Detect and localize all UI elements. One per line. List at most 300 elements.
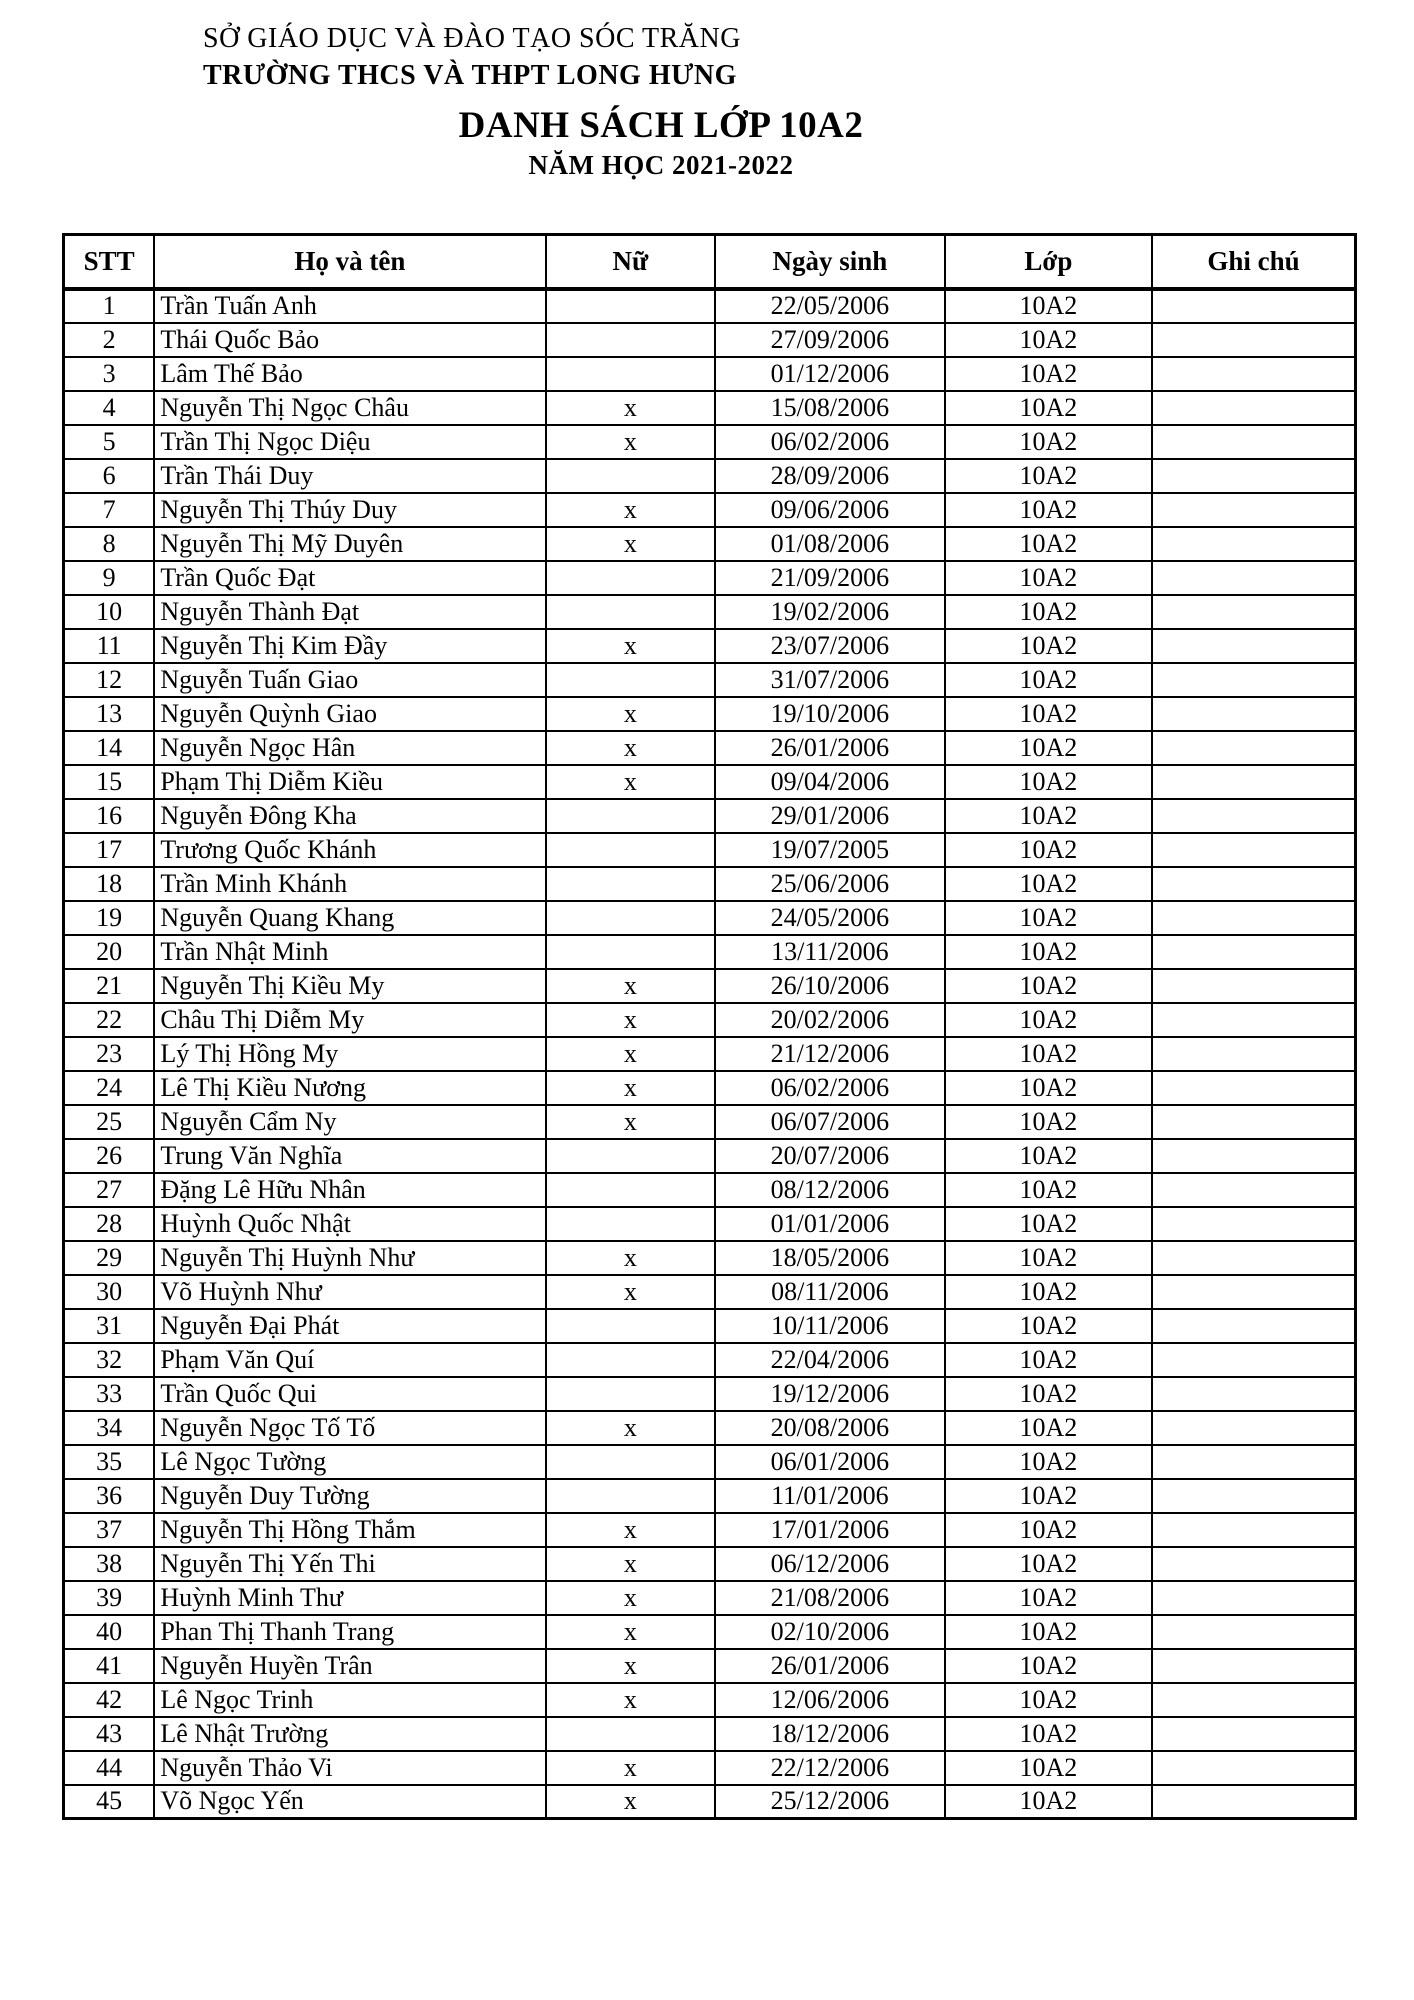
dob-cell: 06/02/2006 bbox=[715, 425, 944, 459]
stt-cell: 31 bbox=[64, 1309, 155, 1343]
name-cell: Huỳnh Quốc Nhật bbox=[154, 1207, 545, 1241]
stt-cell: 33 bbox=[64, 1377, 155, 1411]
stt-cell: 11 bbox=[64, 629, 155, 663]
class-cell: 10A2 bbox=[945, 1173, 1152, 1207]
table-row bbox=[64, 1649, 1356, 1683]
name-cell: Lý Thị Hồng My bbox=[154, 1037, 545, 1071]
stt-cell: 38 bbox=[64, 1547, 155, 1581]
female-cell bbox=[546, 1139, 716, 1173]
table-row bbox=[64, 1207, 1356, 1241]
stt-cell: 13 bbox=[64, 697, 155, 731]
student-table-body bbox=[64, 289, 1356, 1819]
note-cell bbox=[1152, 1343, 1355, 1377]
dob-cell: 06/07/2006 bbox=[715, 1105, 944, 1139]
stt-cell: 6 bbox=[64, 459, 155, 493]
table-row bbox=[64, 561, 1356, 595]
class-cell: 10A2 bbox=[945, 1207, 1152, 1241]
table-row bbox=[64, 357, 1356, 391]
name-cell: Trần Minh Khánh bbox=[154, 867, 545, 901]
class-cell: 10A2 bbox=[945, 1275, 1152, 1309]
dob-cell: 18/05/2006 bbox=[715, 1241, 944, 1275]
female-cell bbox=[546, 1445, 716, 1479]
name-cell: Lâm Thế Bảo bbox=[154, 357, 545, 391]
class-cell: 10A2 bbox=[945, 731, 1152, 765]
name-cell: Nguyễn Cẩm Ny bbox=[154, 1105, 545, 1139]
class-cell: 10A2 bbox=[945, 765, 1152, 799]
class-cell: 10A2 bbox=[945, 697, 1152, 731]
class-cell: 10A2 bbox=[945, 969, 1152, 1003]
dob-cell: 21/09/2006 bbox=[715, 561, 944, 595]
note-cell bbox=[1152, 901, 1355, 935]
female-cell bbox=[546, 1207, 716, 1241]
name-cell: Nguyễn Quang Khang bbox=[154, 901, 545, 935]
stt-cell: 27 bbox=[64, 1173, 155, 1207]
name-cell: Thái Quốc Bảo bbox=[154, 323, 545, 357]
table-row bbox=[64, 1615, 1356, 1649]
stt-cell: 19 bbox=[64, 901, 155, 935]
table-row bbox=[64, 391, 1356, 425]
table-row bbox=[64, 493, 1356, 527]
document-title: DANH SÁCH LỚP 10A2 bbox=[458, 105, 864, 146]
name-cell: Phạm Văn Quí bbox=[154, 1343, 545, 1377]
note-cell bbox=[1152, 1037, 1355, 1071]
table-row bbox=[64, 425, 1356, 459]
dob-cell: 01/12/2006 bbox=[715, 357, 944, 391]
note-cell bbox=[1152, 833, 1355, 867]
dob-cell: 08/12/2006 bbox=[715, 1173, 944, 1207]
stt-cell: 23 bbox=[64, 1037, 155, 1071]
class-cell: 10A2 bbox=[945, 357, 1152, 391]
dob-cell: 26/10/2006 bbox=[715, 969, 944, 1003]
table-row bbox=[64, 323, 1356, 357]
class-cell: 10A2 bbox=[945, 1717, 1152, 1751]
class-cell: 10A2 bbox=[945, 595, 1152, 629]
table-header-row bbox=[64, 235, 1356, 289]
female-cell bbox=[546, 1377, 716, 1411]
female-cell bbox=[546, 459, 716, 493]
dob-cell: 06/02/2006 bbox=[715, 1071, 944, 1105]
class-cell: 10A2 bbox=[945, 1479, 1152, 1513]
dob-cell: 23/07/2006 bbox=[715, 629, 944, 663]
table-row bbox=[64, 1513, 1356, 1547]
name-cell: Huỳnh Minh Thư bbox=[154, 1581, 545, 1615]
stt-cell: 12 bbox=[64, 663, 155, 697]
note-cell bbox=[1152, 1411, 1355, 1445]
class-cell: 10A2 bbox=[945, 799, 1152, 833]
name-cell: Nguyễn Thị Kiều My bbox=[154, 969, 545, 1003]
female-cell bbox=[546, 323, 716, 357]
female-cell: x bbox=[546, 1037, 716, 1071]
class-cell: 10A2 bbox=[945, 1649, 1152, 1683]
class-cell: 10A2 bbox=[945, 901, 1152, 935]
female-cell: x bbox=[546, 1547, 716, 1581]
note-cell bbox=[1152, 1649, 1355, 1683]
female-cell: x bbox=[546, 493, 716, 527]
stt-cell: 22 bbox=[64, 1003, 155, 1037]
class-cell: 10A2 bbox=[945, 425, 1152, 459]
class-cell: 10A2 bbox=[945, 1037, 1152, 1071]
note-cell bbox=[1152, 1241, 1355, 1275]
class-cell: 10A2 bbox=[945, 935, 1152, 969]
table-row bbox=[64, 1139, 1356, 1173]
table-row bbox=[64, 731, 1356, 765]
class-cell: 10A2 bbox=[945, 1343, 1152, 1377]
class-cell: 10A2 bbox=[945, 1241, 1152, 1275]
female-cell: x bbox=[546, 1071, 716, 1105]
note-cell bbox=[1152, 1003, 1355, 1037]
table-row bbox=[64, 289, 1356, 323]
dob-cell: 17/01/2006 bbox=[715, 1513, 944, 1547]
class-cell: 10A2 bbox=[945, 833, 1152, 867]
dob-cell: 22/12/2006 bbox=[715, 1751, 944, 1785]
table-row bbox=[64, 969, 1356, 1003]
table-row bbox=[64, 1445, 1356, 1479]
table-row bbox=[64, 867, 1356, 901]
class-cell: 10A2 bbox=[945, 1785, 1152, 1819]
note-cell bbox=[1152, 629, 1355, 663]
stt-cell: 15 bbox=[64, 765, 155, 799]
dob-cell: 20/02/2006 bbox=[715, 1003, 944, 1037]
name-cell: Nguyễn Thảo Vi bbox=[154, 1751, 545, 1785]
note-cell bbox=[1152, 1105, 1355, 1139]
name-cell: Lê Ngọc Trinh bbox=[154, 1683, 545, 1717]
stt-cell: 20 bbox=[64, 935, 155, 969]
note-cell bbox=[1152, 1683, 1355, 1717]
table-row bbox=[64, 1309, 1356, 1343]
dob-cell: 27/09/2006 bbox=[715, 323, 944, 357]
class-cell: 10A2 bbox=[945, 867, 1152, 901]
table-row bbox=[64, 1547, 1356, 1581]
name-cell: Châu Thị Diễm My bbox=[154, 1003, 545, 1037]
female-cell: x bbox=[546, 1241, 716, 1275]
table-row bbox=[64, 765, 1356, 799]
table-row bbox=[64, 799, 1356, 833]
dob-cell: 26/01/2006 bbox=[715, 731, 944, 765]
name-cell: Nguyễn Đông Kha bbox=[154, 799, 545, 833]
class-cell: 10A2 bbox=[945, 1139, 1152, 1173]
stt-cell: 1 bbox=[64, 289, 155, 323]
note-cell bbox=[1152, 1445, 1355, 1479]
note-cell bbox=[1152, 1785, 1355, 1819]
female-cell bbox=[546, 561, 716, 595]
female-cell bbox=[546, 799, 716, 833]
col-header-name: Họ và tên bbox=[154, 235, 545, 289]
note-cell bbox=[1152, 1173, 1355, 1207]
note-cell bbox=[1152, 1717, 1355, 1751]
stt-cell: 44 bbox=[64, 1751, 155, 1785]
name-cell: Phan Thị Thanh Trang bbox=[154, 1615, 545, 1649]
school-name: TRƯỜNG THCS VÀ THPT LONG HƯNG bbox=[203, 60, 737, 91]
name-cell: Nguyễn Ngọc Hân bbox=[154, 731, 545, 765]
class-cell: 10A2 bbox=[945, 663, 1152, 697]
stt-cell: 26 bbox=[64, 1139, 155, 1173]
stt-cell: 35 bbox=[64, 1445, 155, 1479]
dob-cell: 09/06/2006 bbox=[715, 493, 944, 527]
table-row bbox=[64, 459, 1356, 493]
note-cell bbox=[1152, 731, 1355, 765]
name-cell: Nguyễn Quỳnh Giao bbox=[154, 697, 545, 731]
note-cell bbox=[1152, 1309, 1355, 1343]
name-cell: Lê Thị Kiều Nương bbox=[154, 1071, 545, 1105]
dob-cell: 18/12/2006 bbox=[715, 1717, 944, 1751]
table-row bbox=[64, 1411, 1356, 1445]
class-cell: 10A2 bbox=[945, 1071, 1152, 1105]
class-cell: 10A2 bbox=[945, 1377, 1152, 1411]
stt-cell: 34 bbox=[64, 1411, 155, 1445]
name-cell: Đặng Lê Hữu Nhân bbox=[154, 1173, 545, 1207]
female-cell: x bbox=[546, 1105, 716, 1139]
female-cell: x bbox=[546, 1649, 716, 1683]
note-cell bbox=[1152, 561, 1355, 595]
dob-cell: 12/06/2006 bbox=[715, 1683, 944, 1717]
table-row bbox=[64, 1377, 1356, 1411]
dob-cell: 06/12/2006 bbox=[715, 1547, 944, 1581]
note-cell bbox=[1152, 799, 1355, 833]
dob-cell: 10/11/2006 bbox=[715, 1309, 944, 1343]
note-cell bbox=[1152, 527, 1355, 561]
dob-cell: 20/07/2006 bbox=[715, 1139, 944, 1173]
col-header-stt: STT bbox=[64, 235, 155, 289]
class-cell: 10A2 bbox=[945, 1411, 1152, 1445]
table-row bbox=[64, 1275, 1356, 1309]
dob-cell: 06/01/2006 bbox=[715, 1445, 944, 1479]
name-cell: Nguyễn Duy Tường bbox=[154, 1479, 545, 1513]
class-cell: 10A2 bbox=[945, 1003, 1152, 1037]
name-cell: Nguyễn Thị Thúy Duy bbox=[154, 493, 545, 527]
name-cell: Trần Nhật Minh bbox=[154, 935, 545, 969]
dob-cell: 26/01/2006 bbox=[715, 1649, 944, 1683]
dob-cell: 01/01/2006 bbox=[715, 1207, 944, 1241]
female-cell: x bbox=[546, 1003, 716, 1037]
female-cell bbox=[546, 901, 716, 935]
note-cell bbox=[1152, 1071, 1355, 1105]
table-row bbox=[64, 1173, 1356, 1207]
female-cell: x bbox=[546, 1751, 716, 1785]
class-cell: 10A2 bbox=[945, 323, 1152, 357]
dob-cell: 22/05/2006 bbox=[715, 289, 944, 323]
col-header-dob: Ngày sinh bbox=[715, 235, 944, 289]
col-header-female: Nữ bbox=[546, 235, 716, 289]
stt-cell: 25 bbox=[64, 1105, 155, 1139]
stt-cell: 30 bbox=[64, 1275, 155, 1309]
female-cell: x bbox=[546, 527, 716, 561]
name-cell: Trần Tuấn Anh bbox=[154, 289, 545, 323]
dob-cell: 08/11/2006 bbox=[715, 1275, 944, 1309]
class-cell: 10A2 bbox=[945, 1513, 1152, 1547]
stt-cell: 24 bbox=[64, 1071, 155, 1105]
note-cell bbox=[1152, 1615, 1355, 1649]
name-cell: Phạm Thị Diễm Kiều bbox=[154, 765, 545, 799]
class-cell: 10A2 bbox=[945, 561, 1152, 595]
note-cell bbox=[1152, 969, 1355, 1003]
dob-cell: 09/04/2006 bbox=[715, 765, 944, 799]
female-cell: x bbox=[546, 391, 716, 425]
dob-cell: 01/08/2006 bbox=[715, 527, 944, 561]
name-cell: Võ Huỳnh Như bbox=[154, 1275, 545, 1309]
note-cell bbox=[1152, 357, 1355, 391]
stt-cell: 28 bbox=[64, 1207, 155, 1241]
stt-cell: 45 bbox=[64, 1785, 155, 1819]
dob-cell: 15/08/2006 bbox=[715, 391, 944, 425]
document-subtitle: NĂM HỌC 2021-2022 bbox=[528, 150, 794, 180]
female-cell: x bbox=[546, 731, 716, 765]
class-cell: 10A2 bbox=[945, 459, 1152, 493]
class-cell: 10A2 bbox=[945, 289, 1152, 323]
note-cell bbox=[1152, 459, 1355, 493]
name-cell: Nguyễn Thị Hồng Thắm bbox=[154, 1513, 545, 1547]
note-cell bbox=[1152, 1275, 1355, 1309]
note-cell bbox=[1152, 765, 1355, 799]
name-cell: Nguyễn Thị Ngọc Châu bbox=[154, 391, 545, 425]
name-cell: Lê Nhật Trường bbox=[154, 1717, 545, 1751]
name-cell: Trần Thị Ngọc Diệu bbox=[154, 425, 545, 459]
dob-cell: 28/09/2006 bbox=[715, 459, 944, 493]
title-block bbox=[0, 104, 1322, 181]
note-cell bbox=[1152, 1513, 1355, 1547]
stt-cell: 7 bbox=[64, 493, 155, 527]
female-cell bbox=[546, 289, 716, 323]
table-row bbox=[64, 1581, 1356, 1615]
table-row bbox=[64, 1071, 1356, 1105]
female-cell bbox=[546, 1717, 716, 1751]
note-cell bbox=[1152, 1207, 1355, 1241]
stt-cell: 16 bbox=[64, 799, 155, 833]
note-cell bbox=[1152, 697, 1355, 731]
name-cell: Nguyễn Ngọc Tố Tố bbox=[154, 1411, 545, 1445]
dob-cell: 21/12/2006 bbox=[715, 1037, 944, 1071]
dob-cell: 19/10/2006 bbox=[715, 697, 944, 731]
table-row bbox=[64, 527, 1356, 561]
table-row bbox=[64, 1479, 1356, 1513]
table-row bbox=[64, 663, 1356, 697]
table-row bbox=[64, 1683, 1356, 1717]
stt-cell: 8 bbox=[64, 527, 155, 561]
female-cell bbox=[546, 1343, 716, 1377]
female-cell: x bbox=[546, 1513, 716, 1547]
class-cell: 10A2 bbox=[945, 1751, 1152, 1785]
name-cell: Trần Quốc Đạt bbox=[154, 561, 545, 595]
stt-cell: 41 bbox=[64, 1649, 155, 1683]
note-cell bbox=[1152, 663, 1355, 697]
name-cell: Nguyễn Thị Kim Đầy bbox=[154, 629, 545, 663]
stt-cell: 9 bbox=[64, 561, 155, 595]
note-cell bbox=[1152, 1547, 1355, 1581]
female-cell: x bbox=[546, 969, 716, 1003]
table-row bbox=[64, 697, 1356, 731]
female-cell: x bbox=[546, 1411, 716, 1445]
name-cell: Nguyễn Đại Phát bbox=[154, 1309, 545, 1343]
stt-cell: 10 bbox=[64, 595, 155, 629]
class-cell: 10A2 bbox=[945, 493, 1152, 527]
female-cell: x bbox=[546, 1275, 716, 1309]
note-cell bbox=[1152, 1581, 1355, 1615]
student-roster-table bbox=[62, 233, 1357, 1820]
table-row bbox=[64, 1105, 1356, 1139]
table-row bbox=[64, 629, 1356, 663]
stt-cell: 39 bbox=[64, 1581, 155, 1615]
dob-cell: 11/01/2006 bbox=[715, 1479, 944, 1513]
dob-cell: 21/08/2006 bbox=[715, 1581, 944, 1615]
class-cell: 10A2 bbox=[945, 1309, 1152, 1343]
stt-cell: 18 bbox=[64, 867, 155, 901]
female-cell bbox=[546, 357, 716, 391]
female-cell: x bbox=[546, 425, 716, 459]
female-cell: x bbox=[546, 629, 716, 663]
dob-cell: 19/07/2005 bbox=[715, 833, 944, 867]
stt-cell: 14 bbox=[64, 731, 155, 765]
dob-cell: 13/11/2006 bbox=[715, 935, 944, 969]
name-cell: Trung Văn Nghĩa bbox=[154, 1139, 545, 1173]
note-cell bbox=[1152, 1751, 1355, 1785]
name-cell: Trương Quốc Khánh bbox=[154, 833, 545, 867]
name-cell: Võ Ngọc Yến bbox=[154, 1785, 545, 1819]
female-cell bbox=[546, 1479, 716, 1513]
female-cell: x bbox=[546, 1615, 716, 1649]
stt-cell: 5 bbox=[64, 425, 155, 459]
table-header bbox=[64, 235, 1356, 289]
table-row bbox=[64, 833, 1356, 867]
class-cell: 10A2 bbox=[945, 1105, 1152, 1139]
dob-cell: 29/01/2006 bbox=[715, 799, 944, 833]
name-cell: Nguyễn Thị Yến Thi bbox=[154, 1547, 545, 1581]
table-row bbox=[64, 1785, 1356, 1819]
table-row bbox=[64, 1003, 1356, 1037]
table-row bbox=[64, 595, 1356, 629]
female-cell bbox=[546, 1173, 716, 1207]
note-cell bbox=[1152, 425, 1355, 459]
dob-cell: 31/07/2006 bbox=[715, 663, 944, 697]
female-cell: x bbox=[546, 697, 716, 731]
stt-cell: 17 bbox=[64, 833, 155, 867]
stt-cell: 43 bbox=[64, 1717, 155, 1751]
note-cell bbox=[1152, 935, 1355, 969]
female-cell bbox=[546, 663, 716, 697]
name-cell: Lê Ngọc Tường bbox=[154, 1445, 545, 1479]
note-cell bbox=[1152, 391, 1355, 425]
table-row bbox=[64, 1037, 1356, 1071]
female-cell bbox=[546, 1309, 716, 1343]
class-cell: 10A2 bbox=[945, 1445, 1152, 1479]
note-cell bbox=[1152, 493, 1355, 527]
dob-cell: 19/02/2006 bbox=[715, 595, 944, 629]
female-cell bbox=[546, 595, 716, 629]
name-cell: Nguyễn Huyền Trân bbox=[154, 1649, 545, 1683]
class-cell: 10A2 bbox=[945, 1683, 1152, 1717]
note-cell bbox=[1152, 1479, 1355, 1513]
stt-cell: 3 bbox=[64, 357, 155, 391]
stt-cell: 36 bbox=[64, 1479, 155, 1513]
stt-cell: 32 bbox=[64, 1343, 155, 1377]
note-cell bbox=[1152, 323, 1355, 357]
class-cell: 10A2 bbox=[945, 527, 1152, 561]
name-cell: Nguyễn Thị Mỹ Duyên bbox=[154, 527, 545, 561]
letterhead bbox=[203, 20, 741, 94]
note-cell bbox=[1152, 1139, 1355, 1173]
note-cell bbox=[1152, 289, 1355, 323]
dob-cell: 20/08/2006 bbox=[715, 1411, 944, 1445]
name-cell: Trần Quốc Qui bbox=[154, 1377, 545, 1411]
dob-cell: 24/05/2006 bbox=[715, 901, 944, 935]
class-cell: 10A2 bbox=[945, 1615, 1152, 1649]
name-cell: Nguyễn Tuấn Giao bbox=[154, 663, 545, 697]
name-cell: Nguyễn Thành Đạt bbox=[154, 595, 545, 629]
note-cell bbox=[1152, 1377, 1355, 1411]
stt-cell: 4 bbox=[64, 391, 155, 425]
stt-cell: 21 bbox=[64, 969, 155, 1003]
stt-cell: 29 bbox=[64, 1241, 155, 1275]
col-header-class: Lớp bbox=[945, 235, 1152, 289]
table-row bbox=[64, 1751, 1356, 1785]
